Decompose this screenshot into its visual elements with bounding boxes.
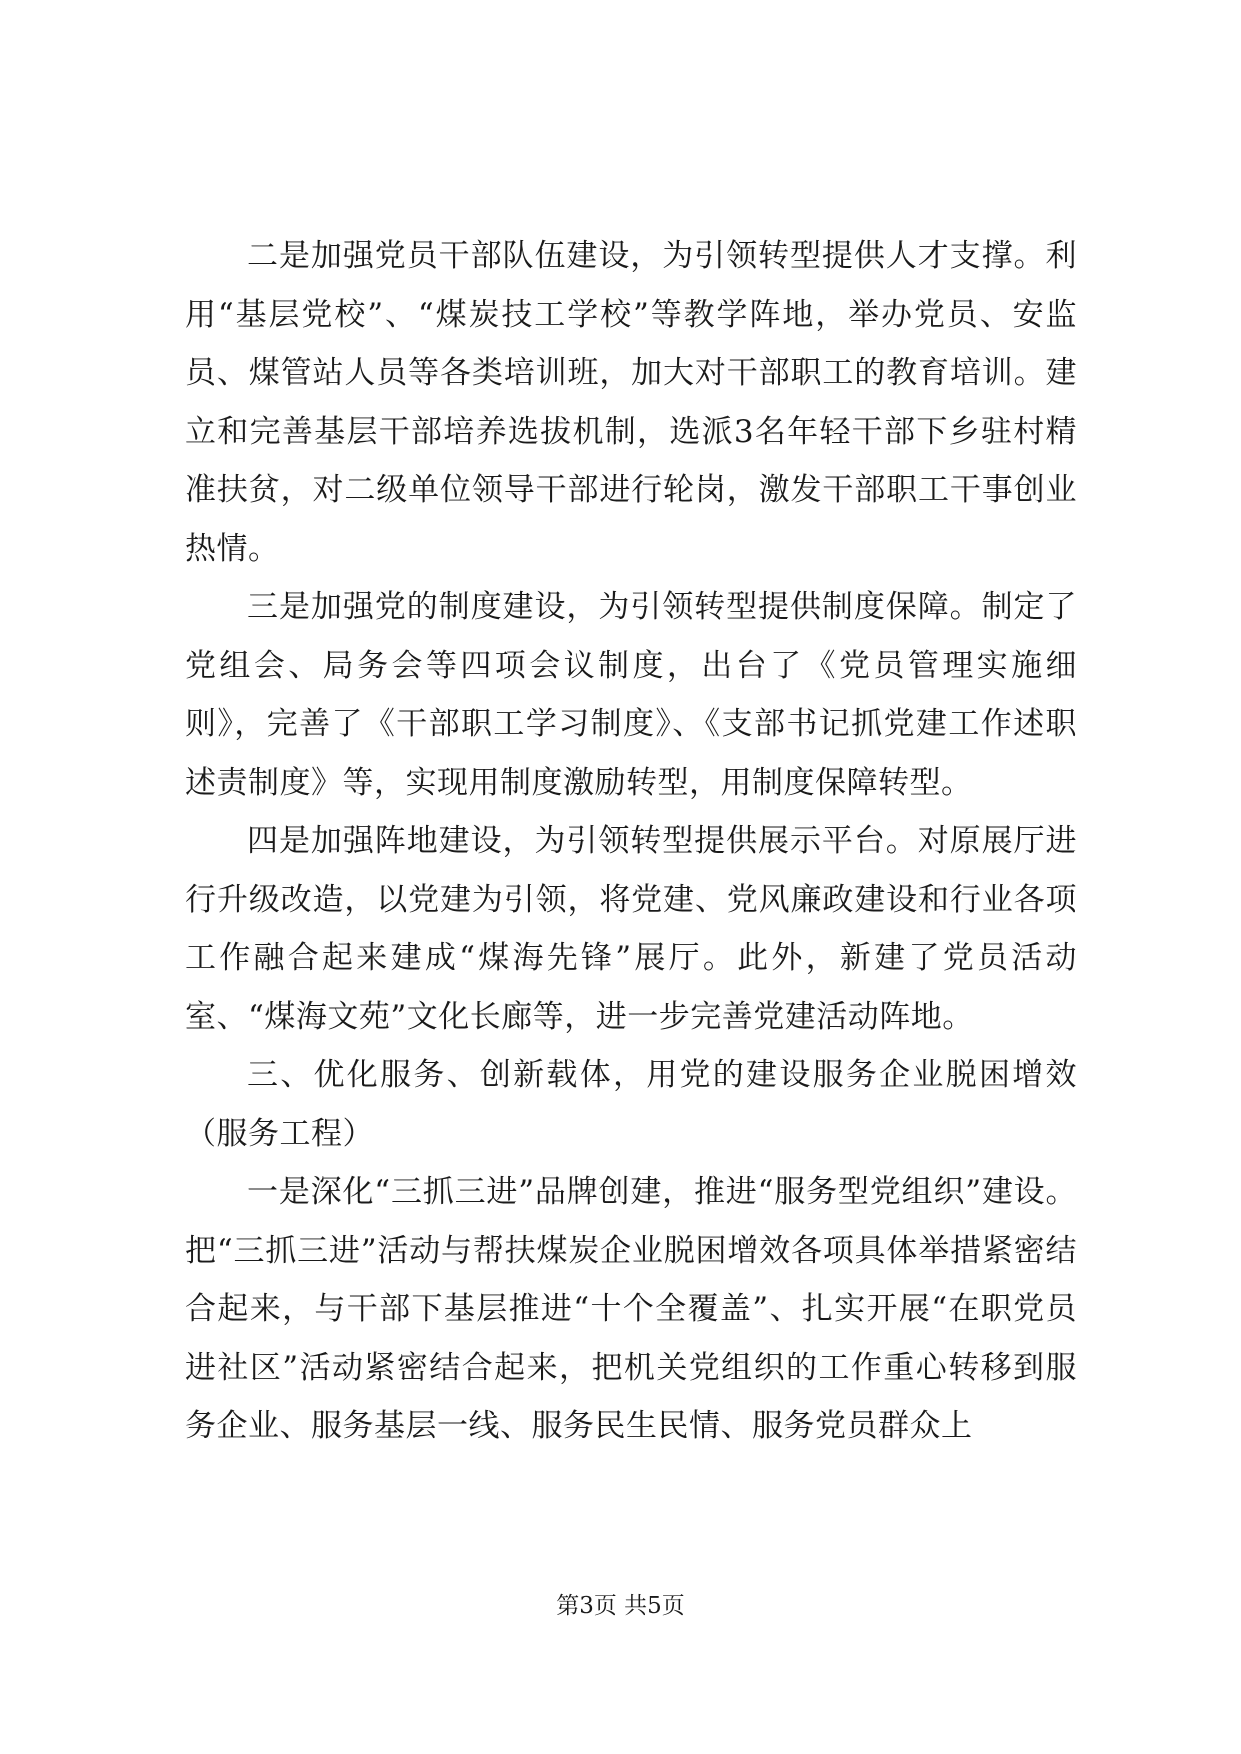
section-heading-service: 三、优化服务、创新载体，用党的建设服务企业脱困增效（服务工程） (185, 1057, 1077, 1152)
paragraph-cadre-team: 二是加强党员干部队伍建设，为引领转型提供人才支撑。利用“基层党校”、“煤炭技工学校”等教学阵地，举办党员、安监员、煤管站人员等各类培训班，加大对干部职工的教育培训。建立和完善基层干部培养选拔机制，选派3名年轻干部下乡驻村精准扶贫，对二级单位领导干部进行轮岗，激发干部职工干事创业热情。 (185, 238, 1077, 567)
document-body (185, 227, 1077, 1456)
paragraph-position-building: 四是加强阵地建设，为引领转型提供展示平台。对原展厅进行升级改造，以党建为引领，将党建、党风廉政建设和行业各项工作融合起来建成“煤海先锋”展厅。此外，新建了党员活动室、“煤海文苑”文化长廊等，进一步完善党建活动阵地。 (185, 823, 1077, 1035)
paragraph-san-zhua-san-jin: 一是深化“三抓三进”品牌创建，推进“服务型党组织”建设。把“三抓三进”活动与帮扶煤炭企业脱困增效各项具体举措紧密结合起来，与干部下基层推进“十个全覆盖”、扎实开展“在职党员进社区”活动紧密结合起来，把机关党组织的工作重心转移到服务企业、服务基层一线、服务民生民情、服务党员群众上 (185, 1174, 1077, 1444)
paragraph-party-system: 三是加强党的制度建设，为引领转型提供制度保障。制定了党组会、局务会等四项会议制度，出台了《党员管理实施细则》，完善了《干部职工学习制度》、《支部书记抓党建工作述职述责制度》等，实现用制度激励转型，用制度保障转型。 (185, 589, 1077, 801)
page-number-footer: 第3页 共5页 (556, 1593, 685, 1619)
